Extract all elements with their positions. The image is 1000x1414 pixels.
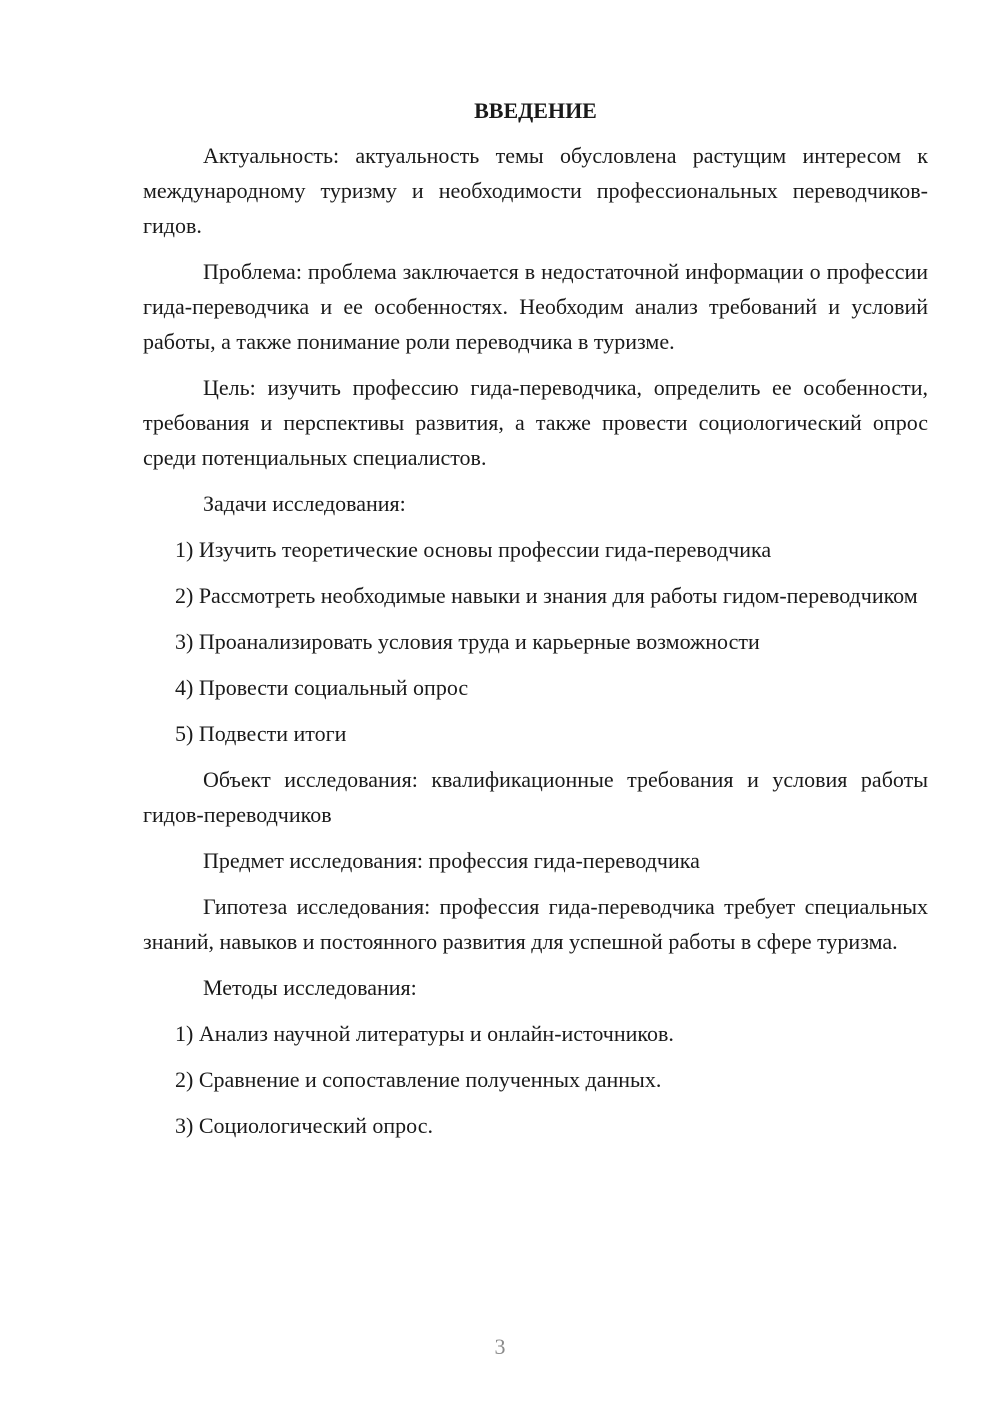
- page-title: ВВЕДЕНИЕ: [474, 98, 597, 123]
- task-item-2: 2) Рассмотреть необходимые навыки и знания для работы гидом-переводчиком: [175, 583, 918, 608]
- method-item-2: 2) Сравнение и сопоставление полученных данных.: [175, 1067, 662, 1092]
- task-item-3: 3) Проанализировать условия труда и карьерные возможности: [175, 629, 760, 654]
- task-item-4: 4) Провести социальный опрос: [175, 675, 469, 700]
- object-paragraph: Объект исследования: квалификационные требования и условия работы гидов-переводчиков: [143, 767, 928, 827]
- page-number: 3: [494, 1334, 506, 1359]
- problem-paragraph: Проблема: проблема заключается в недостаточной информации о профессии гида-переводчика и ее особенностях. Необходим анализ требований и условий работы, а также понимание роли переводчика в туризме.: [143, 259, 928, 354]
- goal-paragraph: Цель: изучить профессию гида-переводчика, определить ее особенности, требования и перспективы развития, а также провести социологический опрос среди потенциальных специалистов.: [143, 375, 928, 470]
- relevance-paragraph: Актуальность: актуальность темы обусловлена растущим интересом к международному туризму и необходимости профессиональных переводчиков-гидов.: [143, 143, 928, 238]
- method-item-1: 1) Анализ научной литературы и онлайн-источников.: [175, 1021, 674, 1046]
- task-item-1: 1) Изучить теоретические основы профессии гида-переводчика: [175, 537, 772, 562]
- document-page: [143, 93, 928, 1154]
- task-item-5: 5) Подвести итоги: [175, 721, 347, 746]
- method-item-3: 3) Социологический опрос.: [175, 1113, 433, 1138]
- subject-paragraph: Предмет исследования: профессия гида-переводчика: [203, 848, 700, 873]
- tasks-heading: Задачи исследования:: [203, 491, 406, 516]
- hypothesis-paragraph: Гипотеза исследования: профессия гида-переводчика требует специальных знаний, навыков и постоянного развития для успешной работы в сфере туризма.: [143, 894, 928, 954]
- methods-heading: Методы исследования:: [203, 975, 417, 1000]
